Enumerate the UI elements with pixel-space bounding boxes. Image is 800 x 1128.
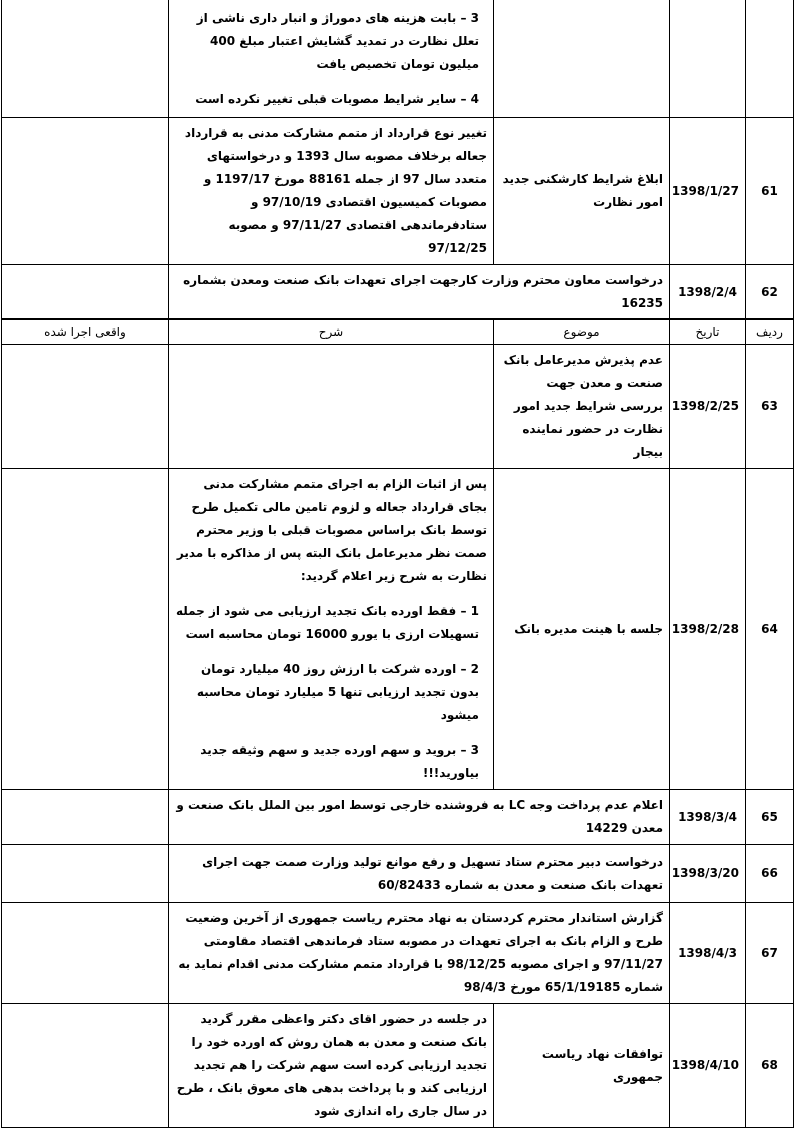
row-description: درخواست دبیر محترم ستاد تسهیل و رفع موانع تولید وزارت صمت جهت اجرای تعهدات بانک صنعت و معدن به شماره 60/82433 (169, 845, 670, 903)
row-description: تغییر نوع قرارداد از متمم مشارکت مدنی به قرارداد جعاله برخلاف مصوبه سال 1393 و درخواستهای متعدد سال 97 از جمله 88161 مورخ 1197/17 و مصوبات کمیسیون اقتصادی 97/10/19 و ستادفرماندهی اقتصادی 97/11/27 و مصوبه 97/12/25 (169, 118, 494, 265)
row-number: 67 (746, 903, 794, 1004)
header-row-number: ردیف (746, 319, 794, 345)
description-item: 4 – سایر شرایط مصوبات قبلی تغییر نکرده است (195, 91, 479, 106)
row-description: درخواست معاون محترم وزارت کارجهت اجرای تعهدات بانک صنعت ومعدن بشماره 16235 (169, 265, 670, 320)
row-done (2, 345, 169, 469)
table-row (2, 345, 794, 469)
row-date: 1398/1/27 (670, 118, 746, 265)
row-description (169, 345, 494, 469)
row-subject: جلسه با هینت مدیره بانک (494, 469, 670, 790)
description-item: 3 – بابت هزینه های دموراژ و انبار داری ناشی از تعلل نظارت در تمدید گشایش اعتبار مبلغ 400 میلیون تومان تخصیص یافت (196, 10, 479, 71)
table-row (2, 903, 794, 1004)
row-done (2, 0, 169, 118)
table-main (1, 318, 794, 1128)
row-description: گزارش استاندار محترم کردستان به نهاد محترم ریاست جمهوری از آخرین وضعیت طرح و الزام بانک به اجرای تعهدات در مصوبه ستاد فرماندهی اقتصاد مقاومتی 97/11/27 و اجرای مصوبه 98/12/25 با قرارداد متمم مشارکت مدنی اقدام نماید به شماره 65/1/19185 مورخ 98/4/3 (169, 903, 670, 1004)
row-date: 1398/3/4 (670, 790, 746, 845)
row-number: 68 (746, 1004, 794, 1128)
header-subject: موضوع (494, 319, 670, 345)
row-description (169, 469, 494, 790)
row-done (2, 1004, 169, 1128)
table-row (2, 469, 794, 790)
row-description: اعلام عدم پرداخت وجه LC به فروشنده خارجی توسط امور بین الملل بانک صنعت و معدن 14229 (169, 790, 670, 845)
row-subject: عدم پذیرش مدیرعامل بانک صنعت و معدن جهت بررسی شرایط جدید امور نظارت در حضور نماینده بیجار (494, 345, 670, 469)
table-row (2, 790, 794, 845)
row-number: 63 (746, 345, 794, 469)
row-done (2, 845, 169, 903)
row-number: 65 (746, 790, 794, 845)
description-intro: پس از اثبات الزام به اجرای متمم مشارکت مدنی بجای قرارداد جعاله و لزوم تامین مالی تکمیل طرح توسط بانک براساس مصوبات قبلی با وزیر محترم صمت نظر مدیرعامل بانک البته پس از مذاکره با مدیر نظارت به شرح زیر اعلام گردید: (176, 477, 487, 583)
table-top (1, 0, 794, 320)
row-done (2, 903, 169, 1004)
table-header-row (2, 319, 794, 345)
table-row (2, 0, 794, 118)
row-description (169, 0, 494, 118)
description-item: 2 – اورده شرکت با ارزش روز 40 میلیارد تومان بدون تجدید ارزیابی تنها 5 میلیارد تومان محاسبه میشود (196, 662, 479, 722)
description-item: 1 – فقط اورده بانک تجدید ارزیابی می شود از جمله تسهیلات ارزی با یورو 16000 تومان محاسبه است (175, 604, 479, 641)
row-date: 1398/4/3 (670, 903, 746, 1004)
row-done (2, 469, 169, 790)
table-row (2, 845, 794, 903)
header-done: واقعی اجرا شده (2, 319, 169, 345)
row-date: 1398/2/25 (670, 345, 746, 469)
row-number: 61 (746, 118, 794, 265)
row-subject (494, 0, 670, 118)
row-date: 1398/2/28 (670, 469, 746, 790)
row-done (2, 790, 169, 845)
row-date: 1398/2/4 (670, 265, 746, 320)
description-item: 3 – بروید و سهم اورده جدید و سهم وثیقه جدید بیاورید!!! (200, 743, 479, 780)
row-subject: ابلاغ شرایط کارشکنی جدید امور نظارت (494, 118, 670, 265)
row-done (2, 265, 169, 320)
row-description: در جلسه در حضور اقای دکتر واعظی مقرر گردید بانک صنعت و معدن به همان روش که اورده خود را تجدید ارزیابی کرده است سهم شرکت را هم تجدید ارزیابی کند و با پرداخت بدهی های معوق بانک ، طرح در سال جاری راه اندازی شود (169, 1004, 494, 1128)
row-date: 1398/3/20 (670, 845, 746, 903)
row-date (670, 0, 746, 118)
row-number: 66 (746, 845, 794, 903)
row-number: 62 (746, 265, 794, 320)
table-row (2, 118, 794, 265)
table-row (2, 1004, 794, 1128)
header-description: شرح (169, 319, 494, 345)
row-number: 64 (746, 469, 794, 790)
table-row (2, 265, 794, 320)
row-done (2, 118, 169, 265)
row-number (746, 0, 794, 118)
row-date: 1398/4/10 (670, 1004, 746, 1128)
row-subject: توافقات نهاد ریاست جمهوری (494, 1004, 670, 1128)
header-date: تاریخ (670, 319, 746, 345)
